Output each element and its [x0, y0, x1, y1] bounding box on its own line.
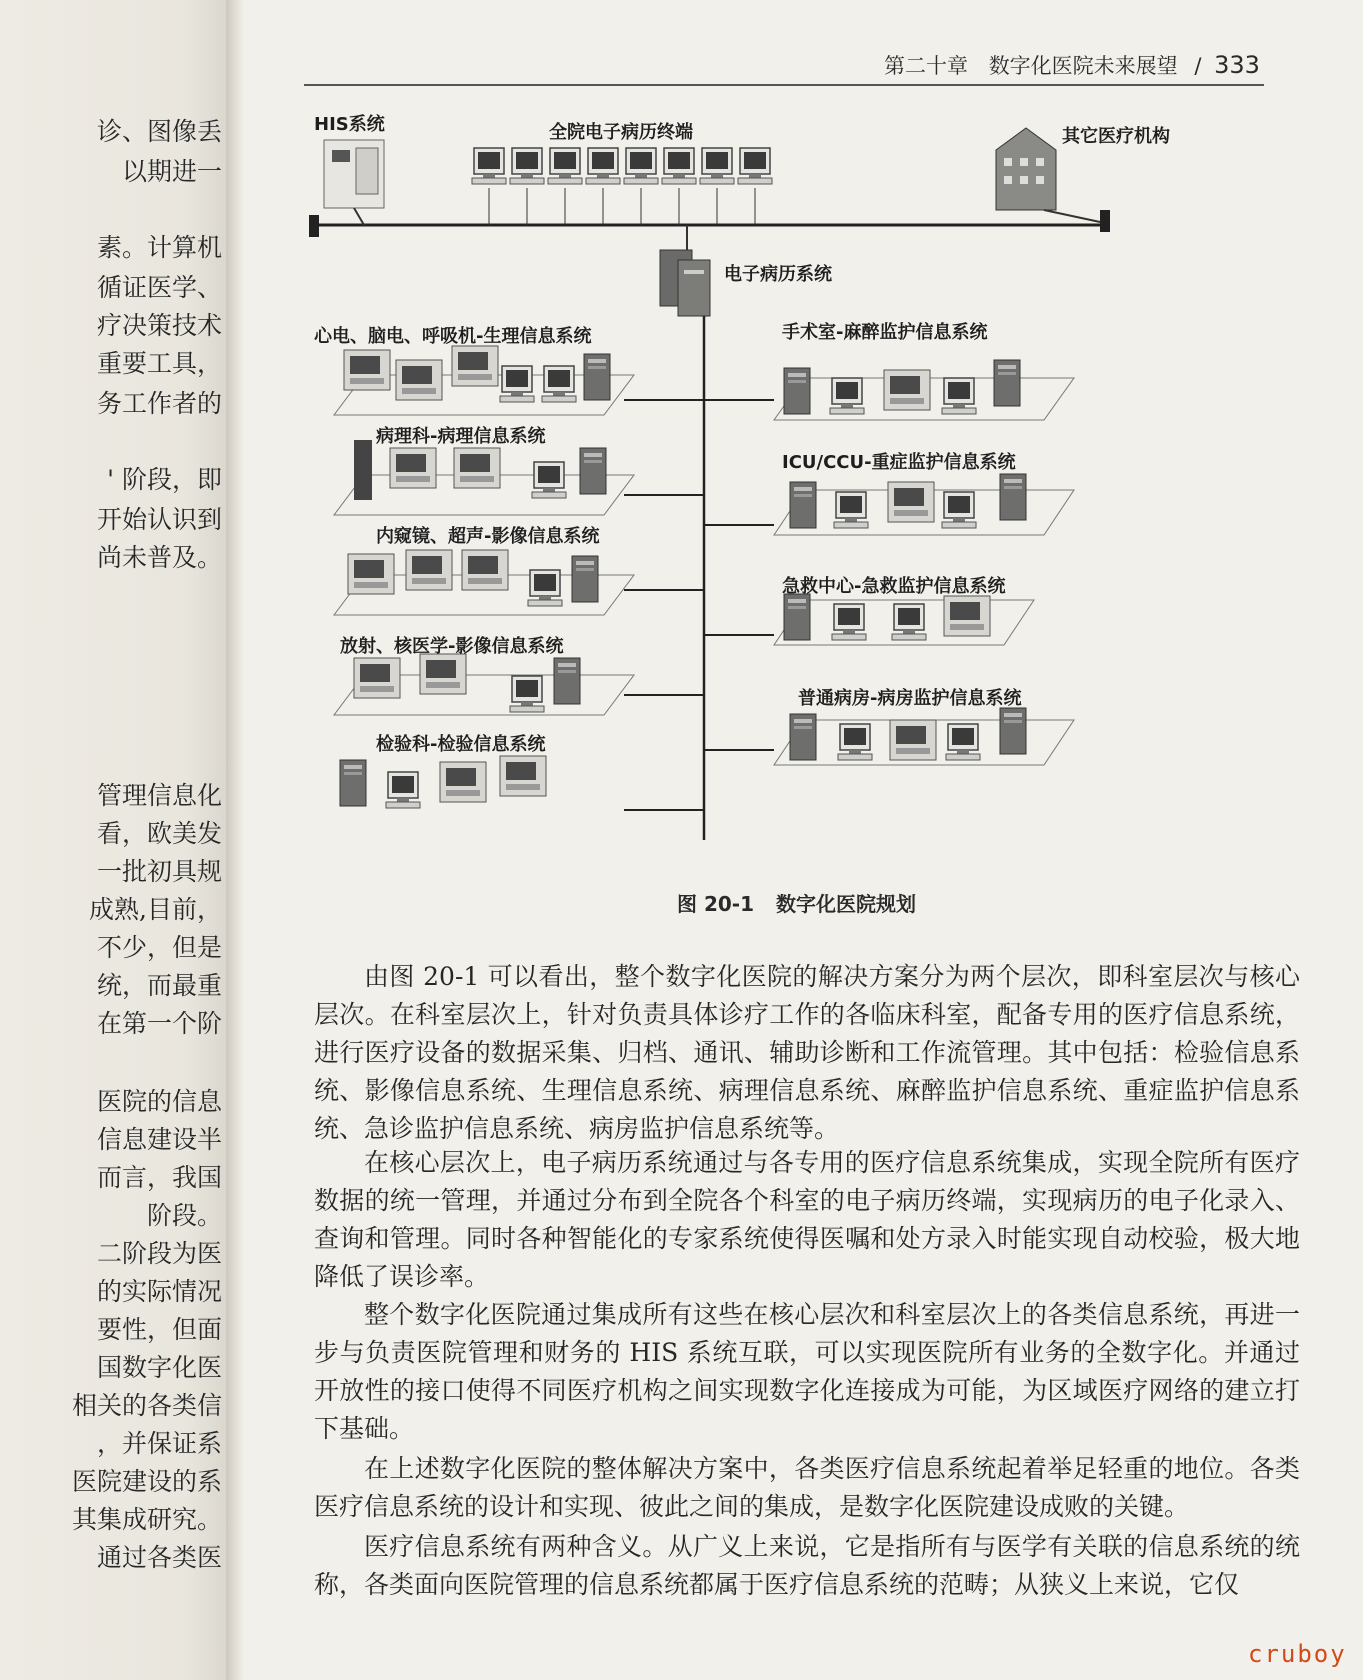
- patho-system-platform: [334, 440, 634, 515]
- header-separator: /: [1194, 54, 1202, 78]
- watermark-text: cruboy: [1248, 1640, 1347, 1668]
- left-line: 素。计算机: [96, 233, 222, 262]
- ward-system-platform: [774, 708, 1074, 765]
- page-number: 333: [1214, 51, 1260, 79]
- label-ward: 普通病房-病房监护信息系统: [798, 688, 1022, 709]
- left-line: 疗决策技术: [96, 311, 222, 340]
- paragraph-1: 由图 20-1 可以看出，整个数字化医院的解决方案分为两个层次，即科室层次与核心层次。在科室层次上，针对负责具体诊疗工作的各临床科室，配备专用的医疗信息系统，进行医疗设备的数据采集、归档、通讯、辅助诊断和工作流管理。其中包括：检验信息系统、影像信息系统、生理信息系统、病理信息系统、麻醉监护信息系统、重症监护信息系统、急诊监护信息系统、病房监护信息系统等。: [314, 962, 1300, 1143]
- chapter-title: 数字化医院未来展望: [988, 54, 1178, 78]
- left-line: 管理信息化: [96, 781, 222, 810]
- ward-terminal-icons: [472, 148, 772, 225]
- chapter-label: 第二十章: [884, 54, 968, 78]
- network-diagram: [304, 110, 1304, 890]
- left-line: 一批初具规: [96, 857, 222, 886]
- left-line: 尚未普及。: [96, 543, 222, 572]
- left-line: 循证医学、: [96, 273, 222, 302]
- left-line: 要性，但面: [96, 1315, 222, 1344]
- label-endo: 内窥镜、超声-影像信息系统: [376, 526, 600, 547]
- left-line: 的实际情况: [96, 1277, 222, 1306]
- label-radio: 放射、核医学-影像信息系统: [340, 636, 564, 657]
- paragraph-5: 医疗信息系统有两种含义。从广义上来说，它是指所有与医学有关联的信息系统的统称，各类面向医院管理的信息系统都属于医疗信息系统的范畴；从狭义上来说，它仅: [314, 1532, 1300, 1599]
- label-physio: 心电、脑电、呼吸机-生理信息系统: [314, 326, 592, 347]
- left-line: 重要工具，: [96, 349, 222, 378]
- left-line: ，并保证系: [96, 1429, 222, 1458]
- label-emr: 电子病历系统: [724, 264, 832, 285]
- er-system-platform: [774, 594, 1034, 645]
- left-line: 相关的各类信: [71, 1391, 222, 1420]
- label-icu: ICU/CCU-重症监护信息系统: [782, 452, 1016, 473]
- paragraph-4: 在上述数字化医院的整体解决方案中，各类医疗信息系统起着举足轻重的地位。各类医疗信息系统的设计和实现、彼此之间的集成，是数字化医院建设成败的关键。: [314, 1454, 1300, 1521]
- physio-system-platform: [334, 346, 634, 415]
- left-line: 务工作者的: [96, 389, 222, 418]
- label-terminals: 全院电子病历终端: [549, 122, 693, 143]
- left-line: 阶段。: [146, 1201, 222, 1230]
- lab-system-platform: [340, 756, 546, 808]
- book-page: [244, 0, 1363, 1680]
- label-other-institution: 其它医疗机构: [1062, 126, 1170, 147]
- left-line: 以期进一: [121, 157, 222, 186]
- label-er: 急救中心-急救监护信息系统: [782, 576, 1006, 597]
- left-line: 不少，但是: [96, 933, 222, 962]
- left-line: 而言，我国: [96, 1163, 222, 1192]
- his-system-icon: [324, 140, 384, 225]
- left-line: 开始认识到: [96, 505, 222, 534]
- caption-number: 图 20-1: [677, 892, 755, 916]
- left-line: 国数字化医: [96, 1353, 222, 1382]
- left-line: 在第一个阶: [96, 1009, 222, 1038]
- book-spine: [226, 0, 244, 1680]
- radio-system-platform: [334, 654, 634, 715]
- left-line: 信息建设半: [96, 1125, 222, 1154]
- figure-caption: [677, 888, 916, 917]
- icu-system-platform: [774, 474, 1074, 535]
- label-patho: 病理科-病理信息系统: [376, 426, 546, 447]
- left-line: ' 阶段，即: [107, 465, 222, 494]
- left-line: 成熟,目前，: [89, 895, 222, 924]
- left-line: 诊、图像丢: [96, 117, 222, 146]
- header-rule: [304, 84, 1264, 86]
- paragraph-3: 整个数字化医院通过集成所有这些在核心层次和科室层次上的各类信息系统，再进一步与负责医院管理和财务的 HIS 系统互联，可以实现医院所有业务的全数字化。并通过开放性的接口使得不同医疗机构之间实现数字化连接成为可能，为区域医疗网络的建立打下基础。: [314, 1300, 1300, 1443]
- label-or: 手术室-麻醉监护信息系统: [782, 322, 988, 343]
- left-line: 看，欧美发: [96, 819, 222, 848]
- left-line: 医院建设的系: [71, 1467, 222, 1496]
- bus-terminator-right: [1100, 210, 1110, 232]
- label-his: HIS系统: [314, 114, 385, 135]
- emr-server-icon: [660, 225, 710, 316]
- caption-title: 数字化医院规划: [776, 892, 917, 916]
- running-header: [884, 50, 1260, 80]
- left-line: 其集成研究。: [71, 1505, 222, 1534]
- left-line: 医院的信息: [96, 1087, 222, 1116]
- figure-20-1: [304, 110, 1304, 910]
- endo-system-platform: [334, 550, 634, 615]
- left-page-fragment: [0, 0, 232, 1680]
- or-system-platform: [774, 360, 1074, 420]
- paragraph-2: 在核心层次上，电子病历系统通过与各专用的医疗信息系统集成，实现全院所有医疗数据的统一管理，并通过分布到全院各个科室的电子病历终端，实现病历的电子化录入、查询和管理。同时各种智能化的专家系统使得医嘱和处方录入时能实现自动校验，极大地降低了误诊率。: [314, 1148, 1300, 1291]
- left-line: 统，而最重: [96, 971, 222, 1000]
- left-line: 二阶段为医: [96, 1239, 222, 1268]
- label-lab: 检验科-检验信息系统: [376, 734, 546, 755]
- left-line: 通过各类医: [96, 1543, 222, 1572]
- bus-terminator-left: [309, 215, 319, 237]
